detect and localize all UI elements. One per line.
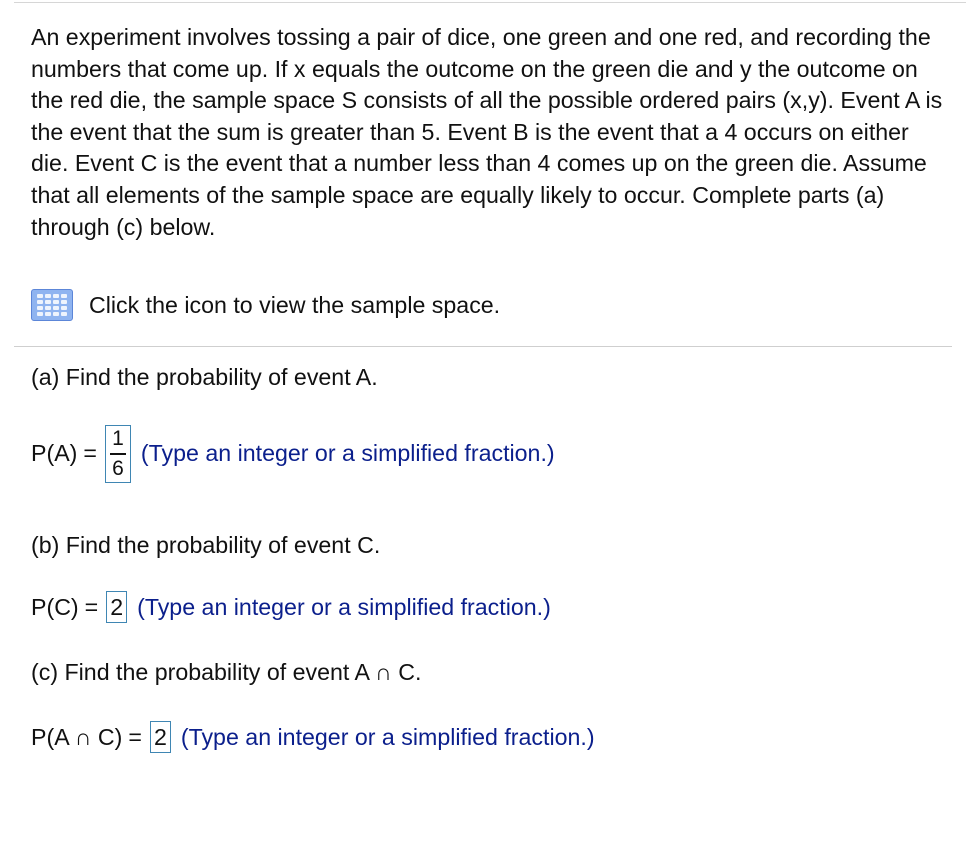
sample-space-row xyxy=(31,288,500,322)
part-a-hint: (Type an integer or a simplified fraction.) xyxy=(140,440,555,467)
part-b-hint: (Type an integer or a simplified fraction.) xyxy=(137,593,551,620)
grid-table-icon[interactable] xyxy=(31,289,73,321)
part-b-equals: = xyxy=(84,593,99,620)
part-c-hint: (Type an integer or a simplified fraction.) xyxy=(180,723,595,750)
part-b-label: P(C) xyxy=(31,593,79,620)
fraction-bar xyxy=(110,453,126,455)
part-a-equals: = xyxy=(83,440,97,467)
part-a-answer-row xyxy=(31,425,555,483)
part-c-answer-input[interactable]: 2 xyxy=(150,721,171,753)
sample-space-link[interactable]: Click the icon to view the sample space. xyxy=(89,291,501,318)
part-c-equals: = xyxy=(128,723,142,750)
part-a-answer-fraction[interactable] xyxy=(105,425,131,483)
question-text: An experiment involves tossing a pair of dice, one green and one red, and recording the numbers that come up. If x equals the outcome on the green die and y the outcome on the red die, the sample space S consists of all the possible ordered pairs (x,y). Event A is the event that the sum is greater than 5. Event B is the event that a 4 occurs on either die. Event C is the event that a number less than 4 comes up on the green die. Assume that all elements of the sample space are equally likely to occur. Complete parts (a) through (c) below. xyxy=(31,24,943,240)
part-b-answer-input[interactable]: 2 xyxy=(106,591,127,623)
section-divider xyxy=(14,346,952,347)
part-a-label: P(A) xyxy=(31,440,78,467)
part-a-denominator[interactable]: 6 xyxy=(112,456,124,480)
top-divider xyxy=(14,2,966,3)
part-c-heading: (c) Find the probability of event A ∩ C. xyxy=(31,659,422,685)
part-b-heading: (b) Find the probability of event C. xyxy=(31,532,381,558)
part-c-answer-row xyxy=(31,721,595,753)
part-a-numerator[interactable]: 1 xyxy=(112,427,124,450)
part-c-label: P(A ∩ C) xyxy=(31,723,123,750)
part-b-answer-row xyxy=(31,591,551,623)
part-a-heading: (a) Find the probability of event A. xyxy=(31,364,378,390)
